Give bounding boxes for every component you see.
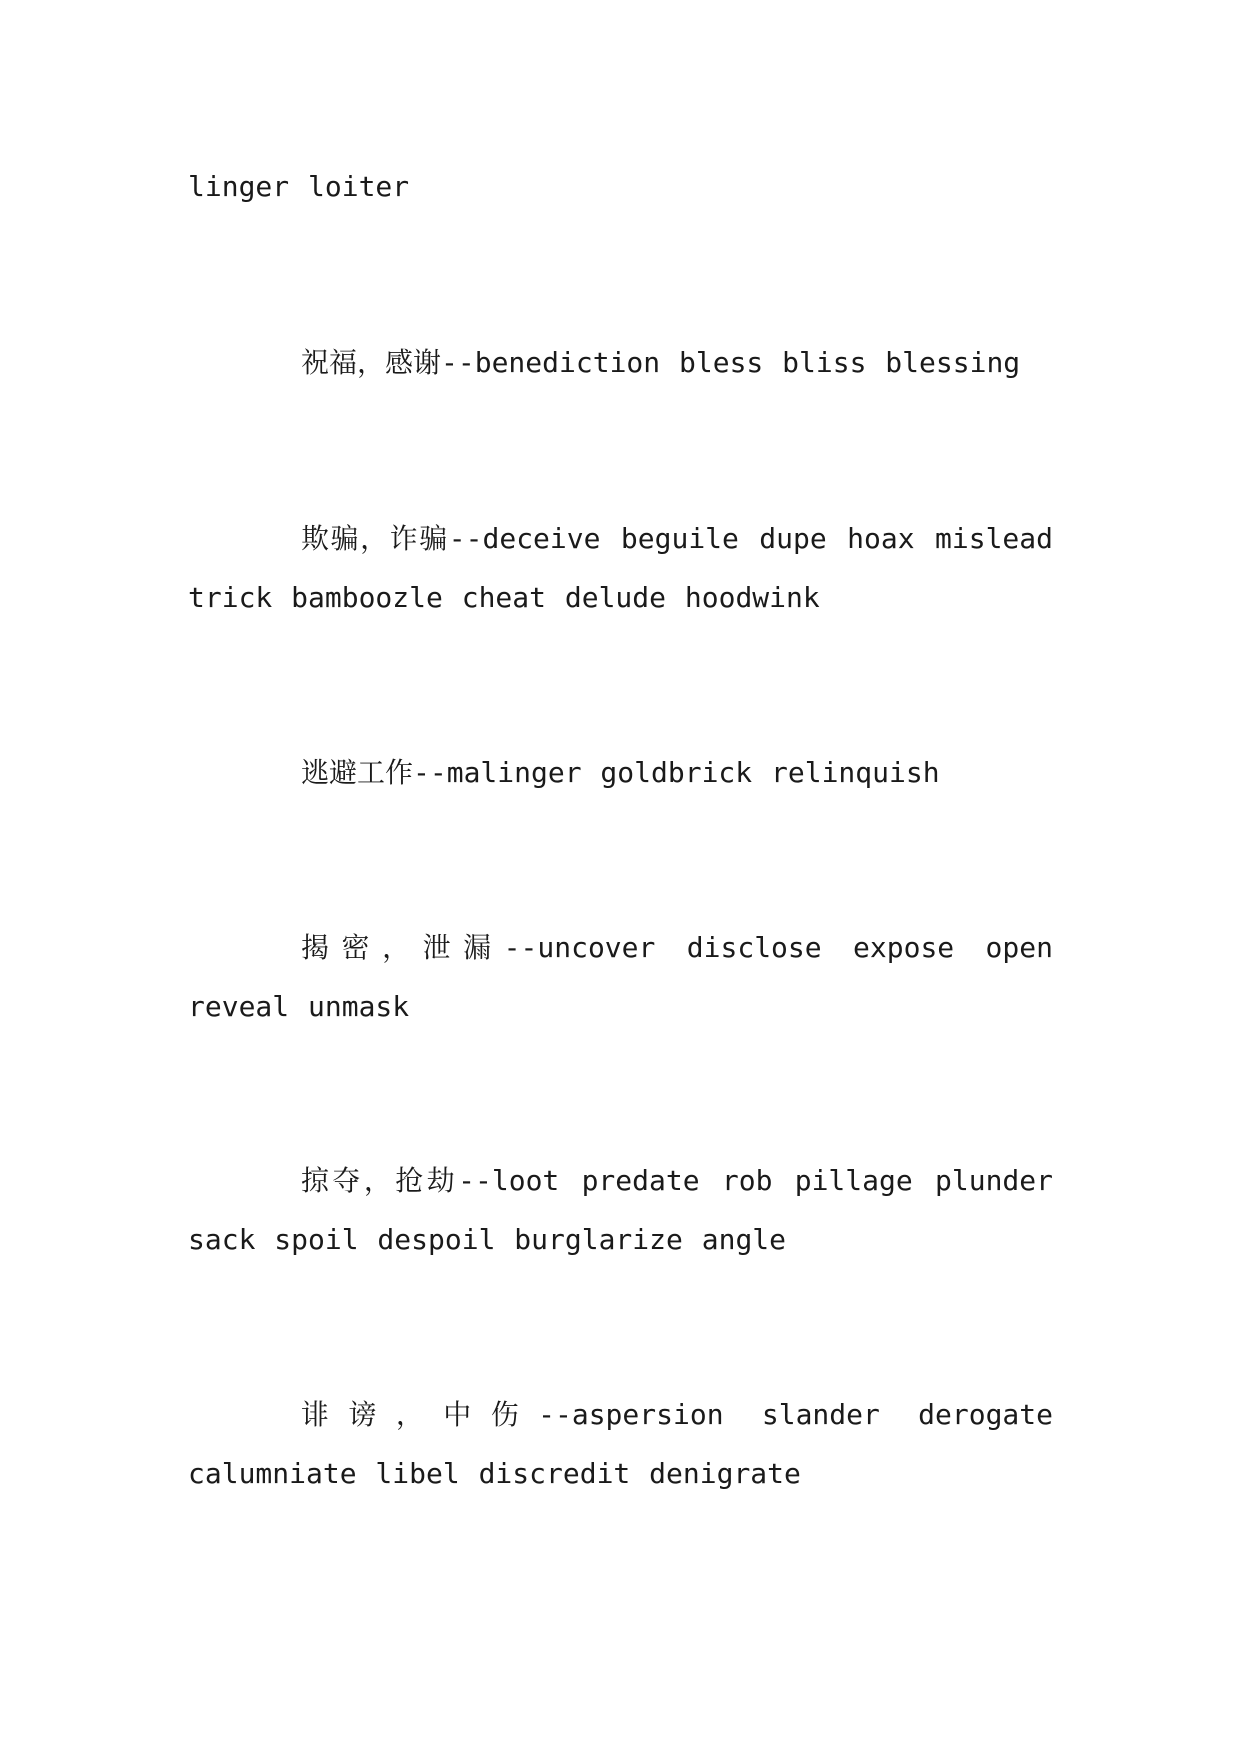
paragraph-plunder: 掠夺，抢劫--loot predate rob pillage plunder sack spoil despoil burglarize angle [188,1164,1053,1256]
paragraph-continuation: linger loiter [188,170,410,203]
paragraph-slander: 诽谤，中伤--aspersion slander derogate calumniate libel discredit denigrate [188,1398,1053,1490]
paragraph-disclose: 揭密，泄漏--uncover disclose expose open reveal unmask [188,931,1053,1023]
paragraph-deceive: 欺骗，诈骗--deceive beguile dupe hoax mislead trick bamboozle cheat delude hoodwink [188,522,1053,614]
paragraph-shirk-work: 逃避工作--malinger goldbrick relinquish [301,756,940,789]
paragraph-blessing: 祝福，感谢--benediction bless bliss blessing [301,346,1021,379]
